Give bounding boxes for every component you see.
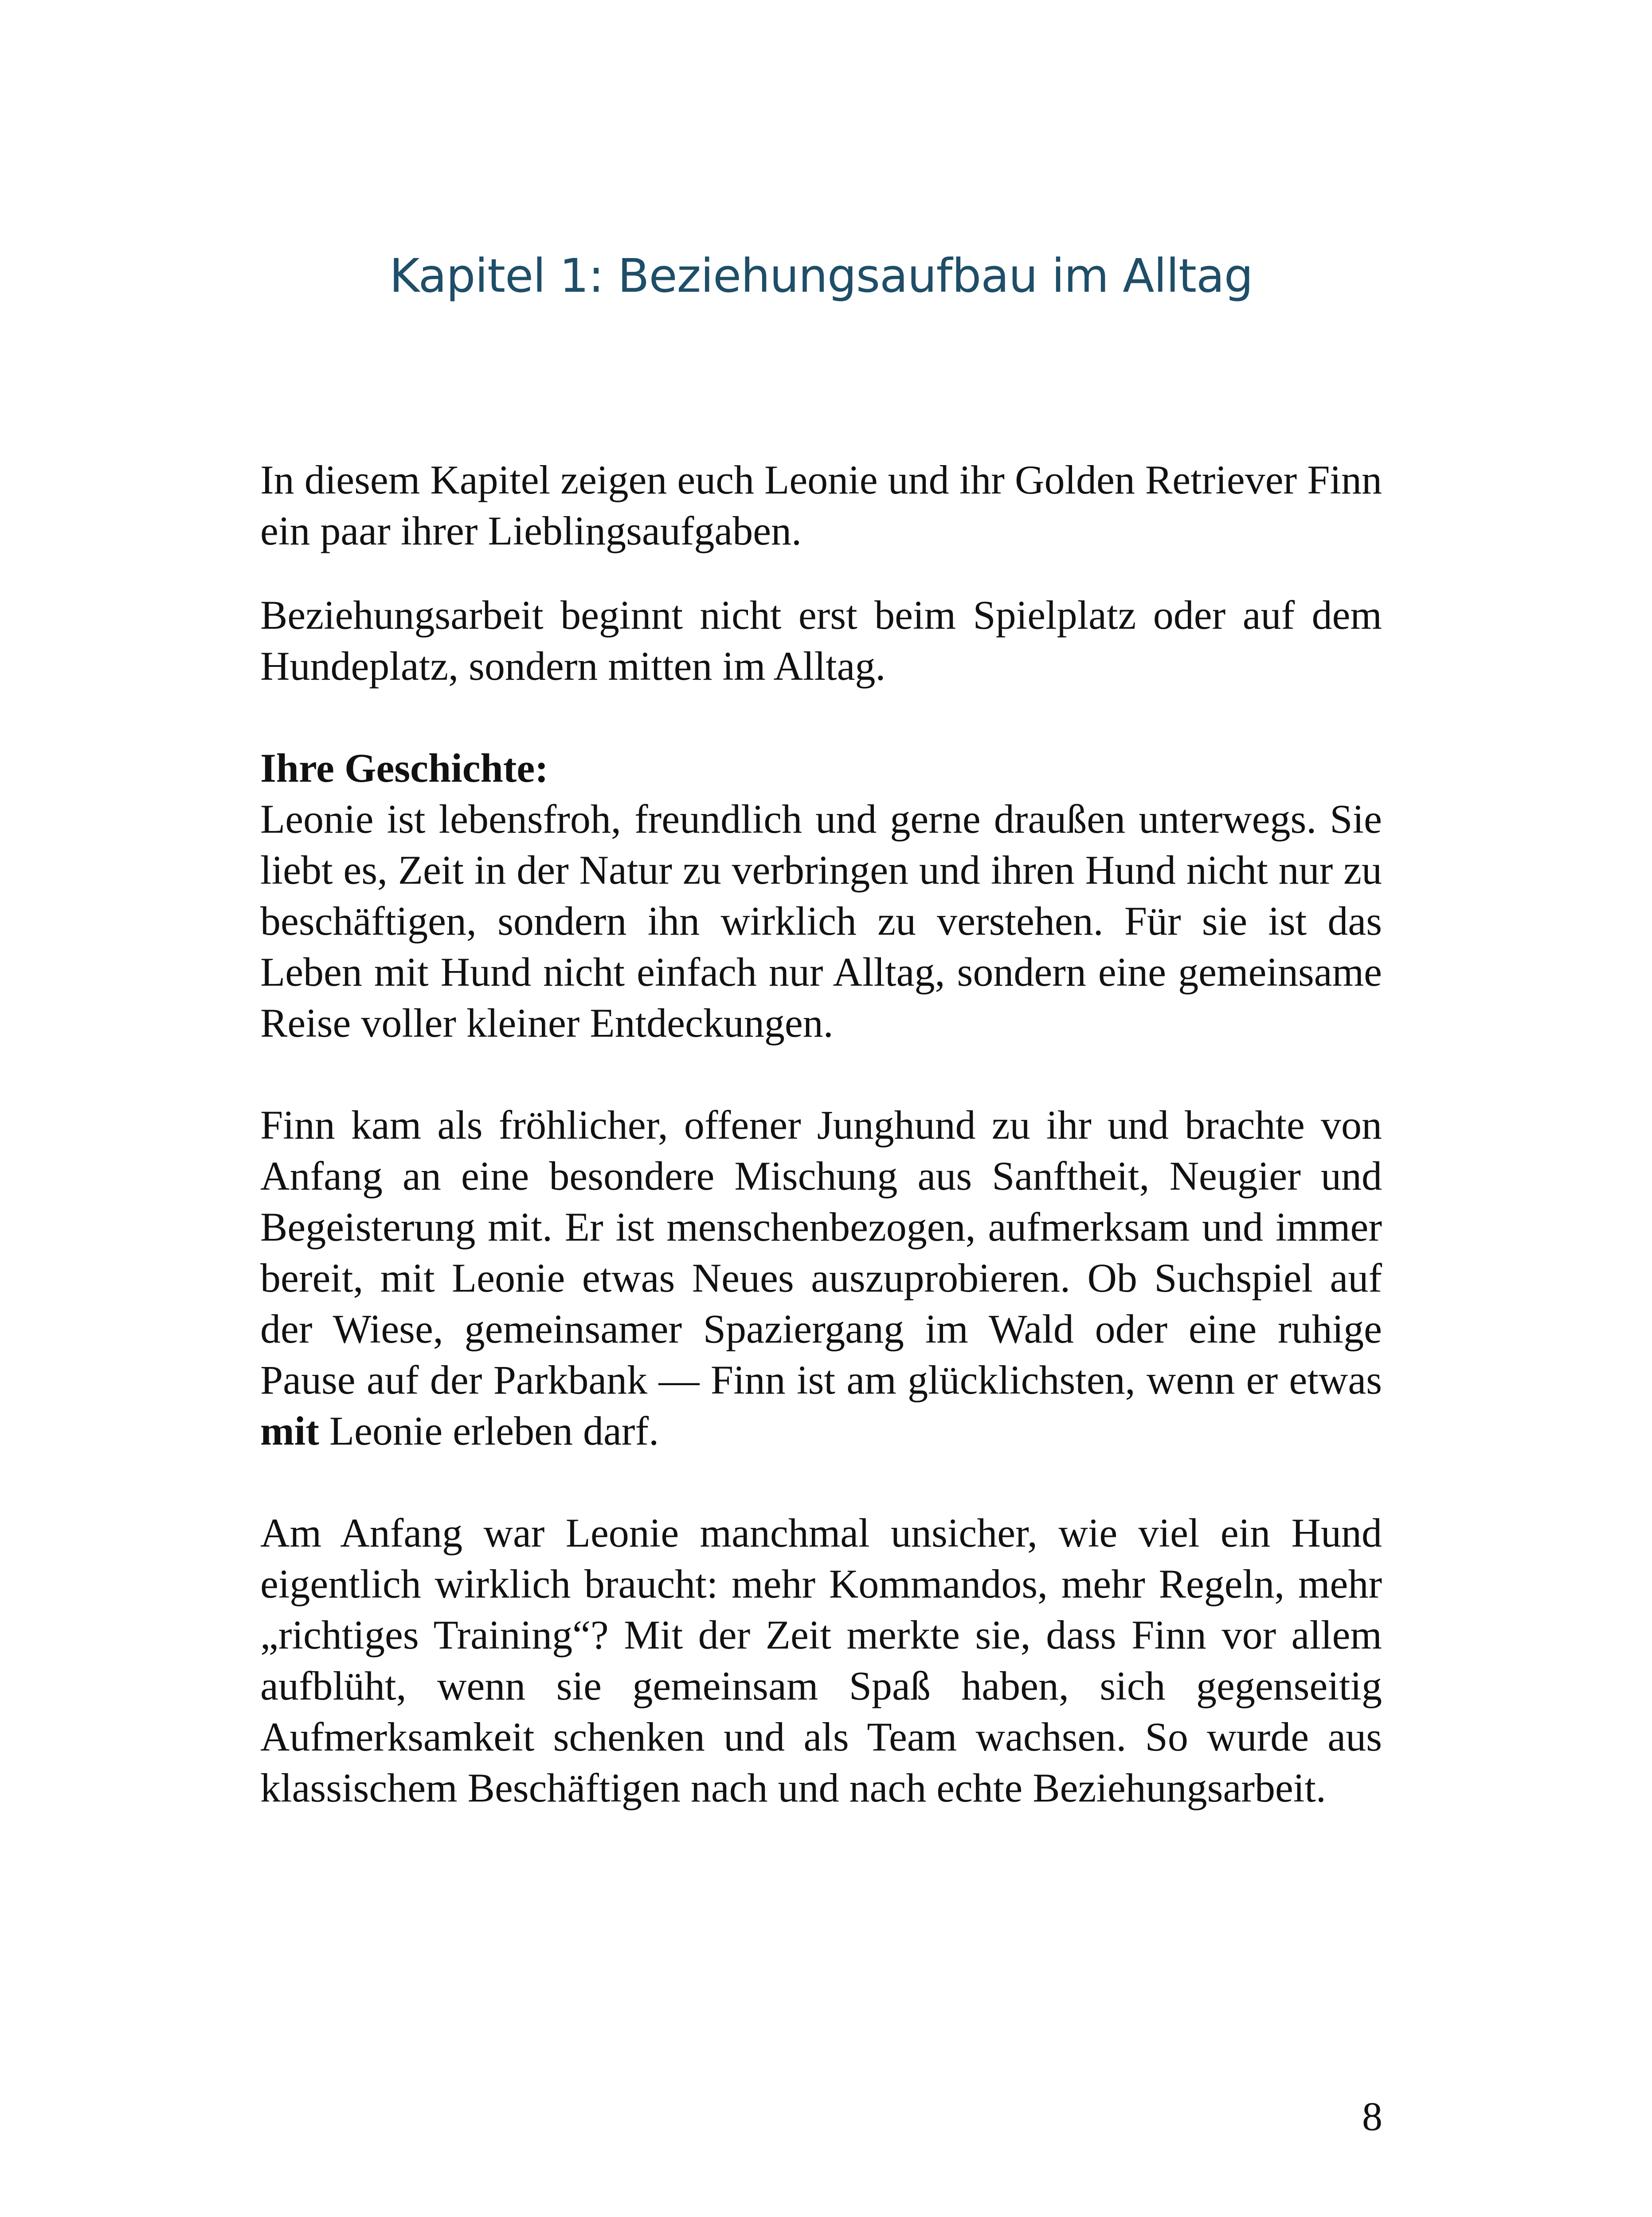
- page-number: 8: [1362, 2094, 1382, 2139]
- finn-paragraph: [260, 1100, 1382, 1457]
- leonie-paragraph: Leonie ist lebensfroh, freundlich und gerne draußen unterwegs. Sie liebt es, Zeit in der Natur zu verbringen und ihren Hund nicht nur zu beschäftigen, sondern ihn wirklich zu verstehen. Für sie ist das Leben mit Hund nicht einfach nur Alltag, sondern eine gemeinsame Reise voller kleiner Entdeckungen.: [260, 796, 1382, 1046]
- beginning-paragraph: Am Anfang war Leonie manchmal unsicher, wie viel ein Hund eigentlich wirklich braucht: mehr Kommandos, mehr Regeln, mehr „richtiges Training“? Mit der Zeit merkte sie, dass Finn vor allem aufblüht, wenn sie gemeinsam Spaß haben, sich gegenseitig Aufmerksamkeit schenken und als Team wachsen. So wurde aus klassischem Beschäftigen nach und nach echte Beziehungsarbeit.: [260, 1510, 1382, 1810]
- chapter-title: Kapitel 1: Beziehungsaufbau im Alltag: [389, 249, 1253, 303]
- story-heading: Ihre Geschichte:: [260, 745, 548, 791]
- intro-paragraph: In diesem Kapitel zeigen euch Leonie und ihr Golden Retriever Finn ein paar ihrer Lieblingsaufgaben.: [260, 457, 1382, 553]
- finn-text-end: Leonie erleben darf.: [319, 1408, 659, 1453]
- context-paragraph: Beziehungsarbeit beginnt nicht erst beim Spielplatz oder auf dem Hundeplatz, sondern mitten im Alltag.: [260, 592, 1382, 689]
- body-text: [260, 454, 1382, 1814]
- finn-text-start: Finn kam als fröhlicher, offener Junghund zu ihr und brachte von Anfang an eine besondere Mischung aus Sanftheit, Neugier und Begeisterung mit. Er ist menschenbezogen, aufmerksam und immer bereit, mit Leonie etwas Neues auszuprobieren. Ob Suchspiel auf der Wiese, gemeinsamer Spaziergang im Wald oder eine ruhige Pause auf der Parkbank — Finn ist am glücklichsten, wenn er etwas: [260, 1102, 1382, 1402]
- emphasis-mit: mit: [260, 1408, 319, 1453]
